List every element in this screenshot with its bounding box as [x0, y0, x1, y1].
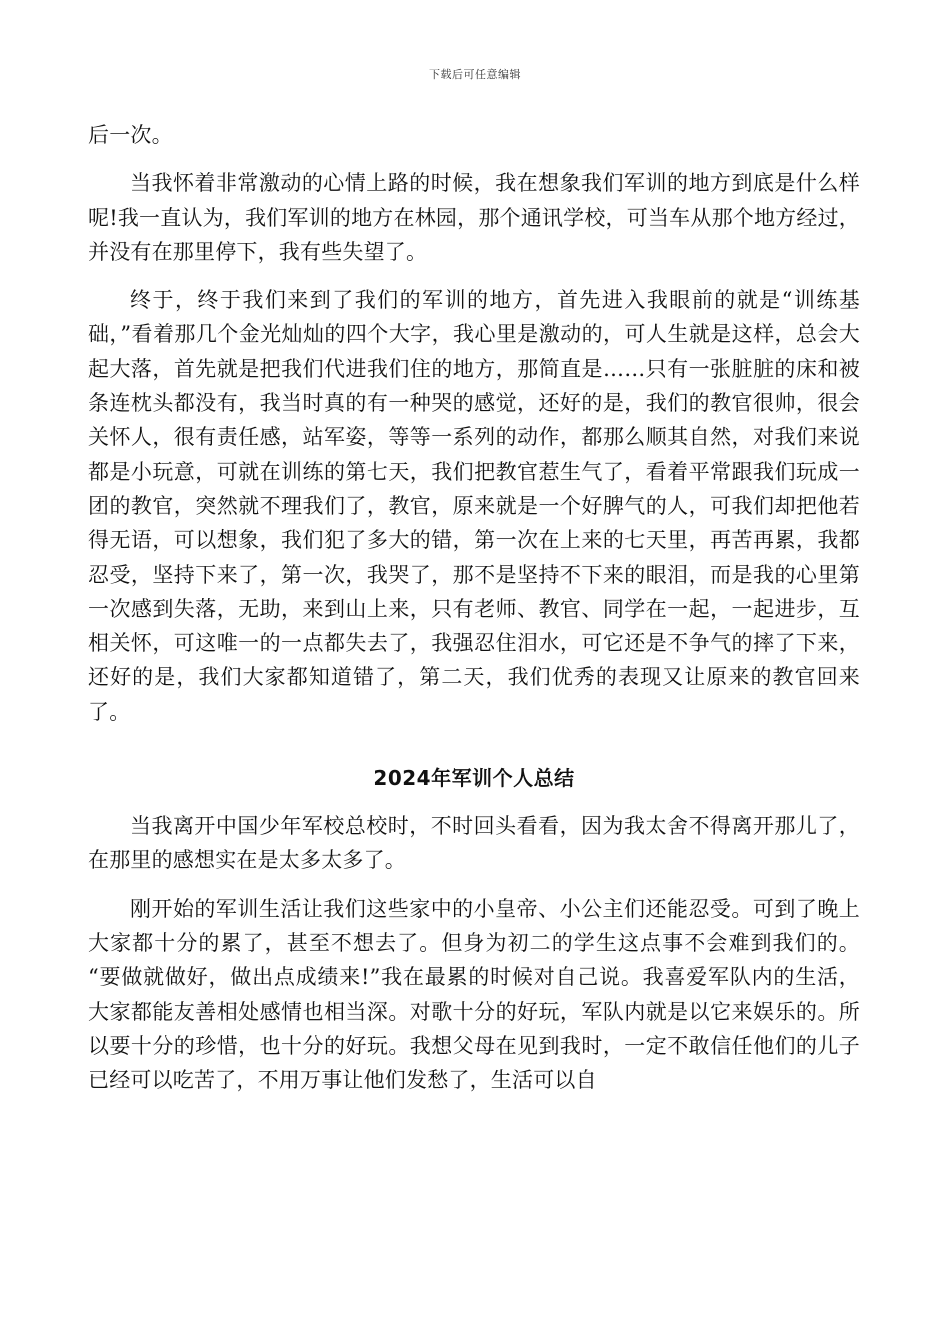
paragraph-training-life: 刚开始的军训生活让我们这些家中的小皇帝、小公主们还能忍受。可到了晚上大家都十分的累了，甚至不想去了。但身为初二的学生这点事不会难到我们的。 “要做就做好，做出点成绩来!”我在最累的时候对自己说。我喜爱军队内的生活，大家都能友善相处感情也相当深。对歌十分的好玩，军队内就是以它来娱乐的。所以要十分的珍惜，也十分的好玩。我想父母在见到我时，一定不敢信任他们的儿子已经可以吃苦了，不用万事让他们发愁了，生活可以自 [88, 896, 860, 1093]
paragraph-departure: 当我怀着非常激动的心情上路的时候，我在想象我们军训的地方到底是什么样呢!我一直认为，我们军训的地方在林园，那个通讯学校，可当车从那个地方经过，并没有在那里停下，我有些失望了。 [88, 171, 860, 264]
paragraph-continuation: 后一次。 [88, 123, 173, 147]
paragraph-leaving: 当我离开中国少年军校总校时，不时回头看看，因为我太舍不得离开那儿了，在那里的感想实在是太多太多了。 [88, 814, 860, 873]
section-title: 2024年军训个人总结 [373, 765, 575, 790]
paragraph-arrival: 终于，终于我们来到了我们的军训的地方，首先进入我眼前的就是“训练基础，”看着那几个金光灿灿的四个大字，我心里是激动的，可人生就是这样，总会大起大落，首先就是把我们代进我们住的地方，那简直是……只有一张脏脏的床和被条连枕头都没有，我当时真的有一种哭的感觉，还好的是，我们的教官很帅，很会关怀人，很有责任感，站军姿，等等一系列的动作，都那么顺其自然，对我们来说都是小玩意，可就在训练的第七天，我们把教官惹生气了，看着平常跟我们玩成一团的教官，突然就不理我们了，教官，原来就是一个好脾气的人，可我们却把他若得无语，可以想象，我们犯了多大的错，第一次在上来的七天里，再苦再累，我都忍受，坚持下来了，第一次，我哭了，那不是坚持不下来的眼泪，而是我的心里第一次感到失落，无助，来到山上来，只有老师、教官、同学在一起，一起进步，互相关怀，可这唯一的一点都失去了，我强忍住泪水，可它还是不争气的摔了下来，还好的是，我们大家都知道错了，第二天，我们优秀的表现又让原来的教官回来了。 [88, 288, 860, 724]
document-body [88, 118, 860, 1097]
page-header: 下载后可任意编辑 [429, 68, 521, 81]
section-title-block [88, 743, 860, 809]
